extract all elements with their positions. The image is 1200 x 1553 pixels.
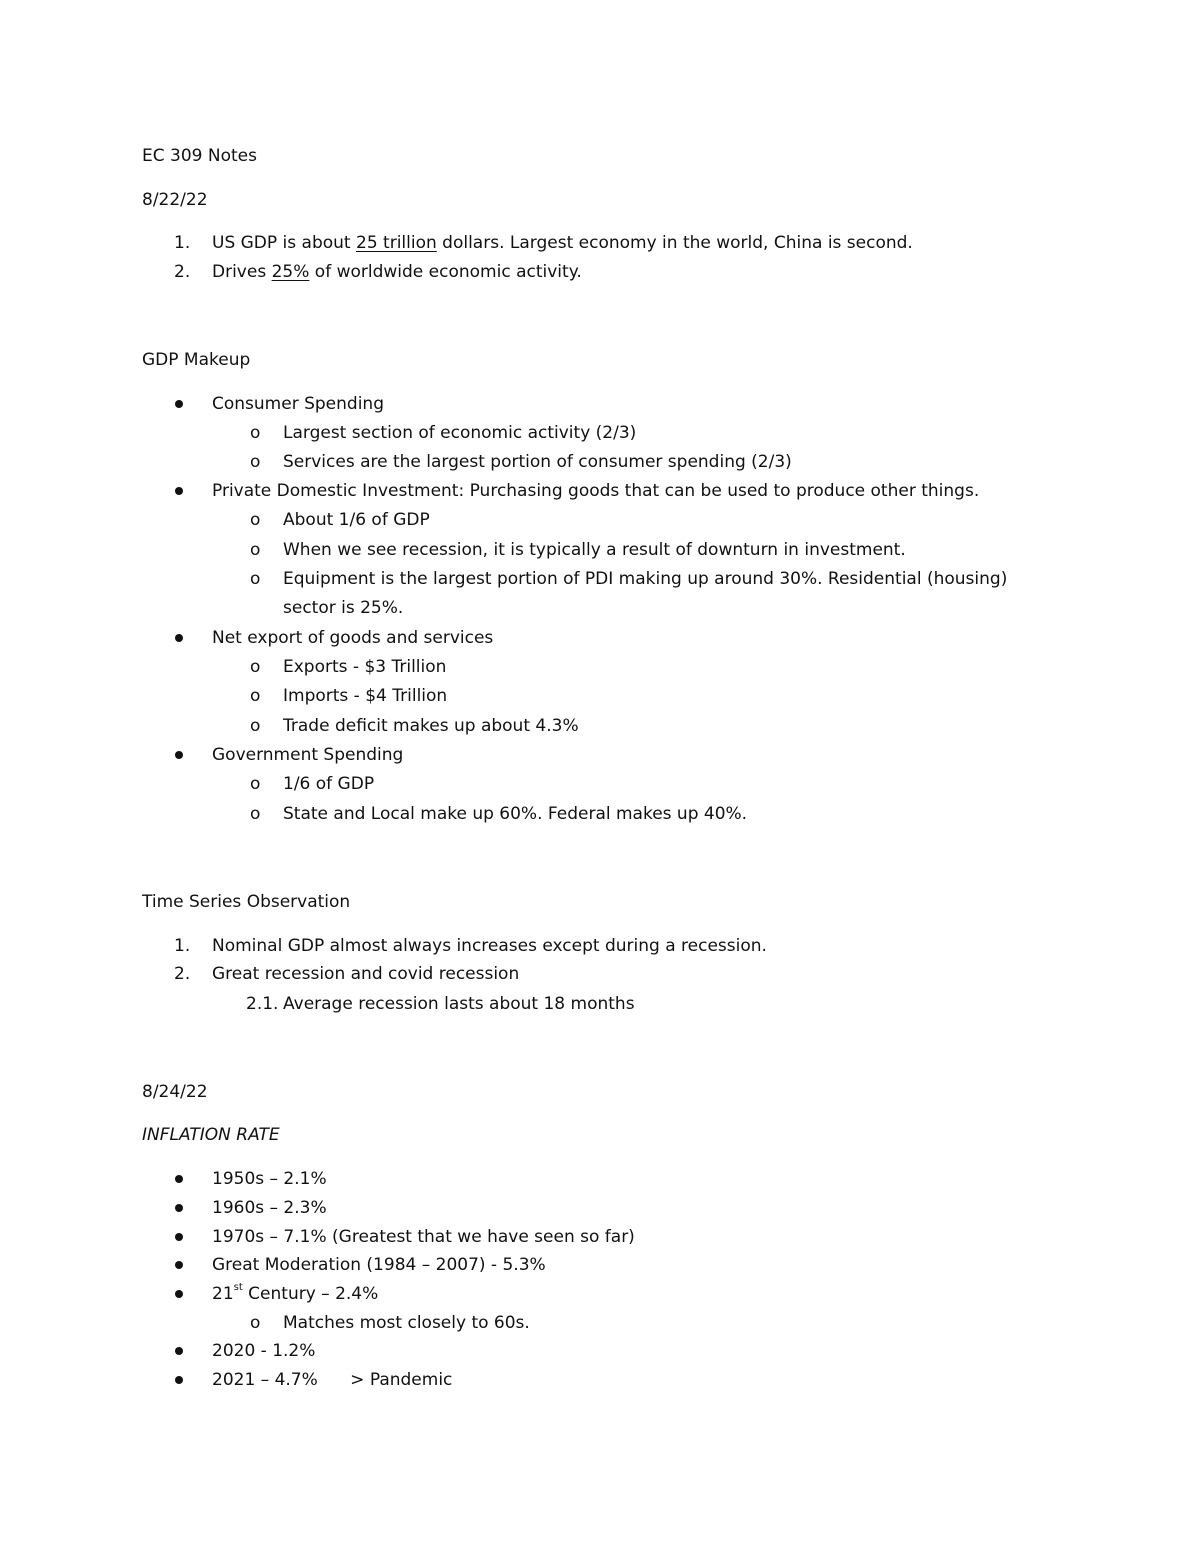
list-number: 1. [174, 233, 191, 253]
list-item: Great Moderation (1984 – 2007) - 5.3% [212, 1255, 546, 1275]
underlined-value: 25 trillion [356, 233, 437, 253]
list-item: Nominal GDP almost always increases except during a recession. [212, 936, 767, 956]
list-item: Government Spending [212, 745, 404, 765]
list-item: Net export of goods and services [212, 628, 494, 648]
list-item: 2020 - 1.2% [212, 1341, 316, 1361]
bullet-icon [175, 1376, 183, 1384]
list-number: 2.1. [246, 994, 279, 1014]
document-title: EC 309 Notes [142, 146, 257, 166]
text-segment: dollars. Largest economy in the world, China is second. [436, 233, 913, 253]
date-heading-2: 8/24/22 [142, 1082, 208, 1102]
section-heading-inflation: INFLATION RATE [142, 1125, 280, 1145]
text-segment: Century – 2.4% [242, 1284, 379, 1304]
sub-bullet-icon: o [250, 657, 261, 677]
bullet-icon [175, 751, 183, 759]
list-item: 1960s – 2.3% [212, 1198, 327, 1218]
list-item: Equipment is the largest portion of PDI making up around 30%. Residential (housing) [283, 569, 1008, 589]
sub-bullet-icon: o [250, 540, 261, 560]
list-item: Average recession lasts about 18 months [283, 994, 635, 1014]
list-item-21st-century [212, 1283, 378, 1305]
text-segment: 21 [212, 1284, 234, 1304]
sub-bullet-icon: o [250, 1313, 261, 1333]
list-item: Consumer Spending [212, 394, 384, 414]
sub-bullet-icon: o [250, 774, 261, 794]
superscript: st [233, 1282, 243, 1294]
sub-bullet-icon: o [250, 804, 261, 824]
text-segment: US GDP is about [212, 233, 356, 253]
bullet-icon [175, 1261, 183, 1269]
list-item: When we see recession, it is typically a result of downturn in investment. [283, 540, 906, 560]
sub-bullet-icon: o [250, 452, 261, 472]
bullet-icon [175, 1175, 183, 1183]
list-item-continuation: sector is 25%. [283, 598, 404, 618]
list-item: Exports - $3 Trillion [283, 657, 447, 677]
list-item: Private Domestic Investment: Purchasing goods that can be used to produce other things. [212, 481, 980, 501]
date-heading-1: 8/22/22 [142, 190, 208, 210]
list-number: 2. [174, 262, 191, 282]
list-item: 1970s – 7.1% (Greatest that we have seen so far) [212, 1227, 635, 1247]
list-item: Services are the largest portion of consumer spending (2/3) [283, 452, 792, 472]
sub-bullet-icon: o [250, 423, 261, 443]
bullet-icon [175, 1204, 183, 1212]
bullet-icon [175, 1290, 183, 1298]
list-item: 1/6 of GDP [283, 774, 375, 794]
text-segment: of worldwide economic activity. [309, 262, 582, 282]
bullet-icon [175, 400, 183, 408]
list-item: Matches most closely to 60s. [283, 1313, 530, 1333]
list-item: Trade deficit makes up about 4.3% [283, 716, 579, 736]
underlined-value: 25% [271, 262, 310, 282]
list-item-gdp-size [212, 232, 913, 254]
list-item-worldwide-share [212, 261, 582, 283]
bullet-icon [175, 634, 183, 642]
section-heading-gdp-makeup: GDP Makeup [142, 350, 251, 370]
sub-bullet-icon: o [250, 686, 261, 706]
text-segment: Drives [212, 262, 272, 282]
list-item: Great recession and covid recession [212, 964, 520, 984]
sub-bullet-icon: o [250, 569, 261, 589]
bullet-icon [175, 1233, 183, 1241]
section-heading-time-series: Time Series Observation [142, 892, 351, 912]
list-item: Imports - $4 Trillion [283, 686, 448, 706]
sub-bullet-icon: o [250, 716, 261, 736]
list-item: About 1/6 of GDP [283, 510, 430, 530]
list-item: 2021 – 4.7% > Pandemic [212, 1370, 453, 1390]
list-item: Largest section of economic activity (2/3) [283, 423, 637, 443]
list-number: 1. [174, 936, 191, 956]
bullet-icon [175, 1347, 183, 1355]
list-number: 2. [174, 964, 191, 984]
sub-bullet-icon: o [250, 510, 261, 530]
bullet-icon [175, 487, 183, 495]
list-item: State and Local make up 60%. Federal makes up 40%. [283, 804, 748, 824]
list-item: 1950s – 2.1% [212, 1169, 327, 1189]
